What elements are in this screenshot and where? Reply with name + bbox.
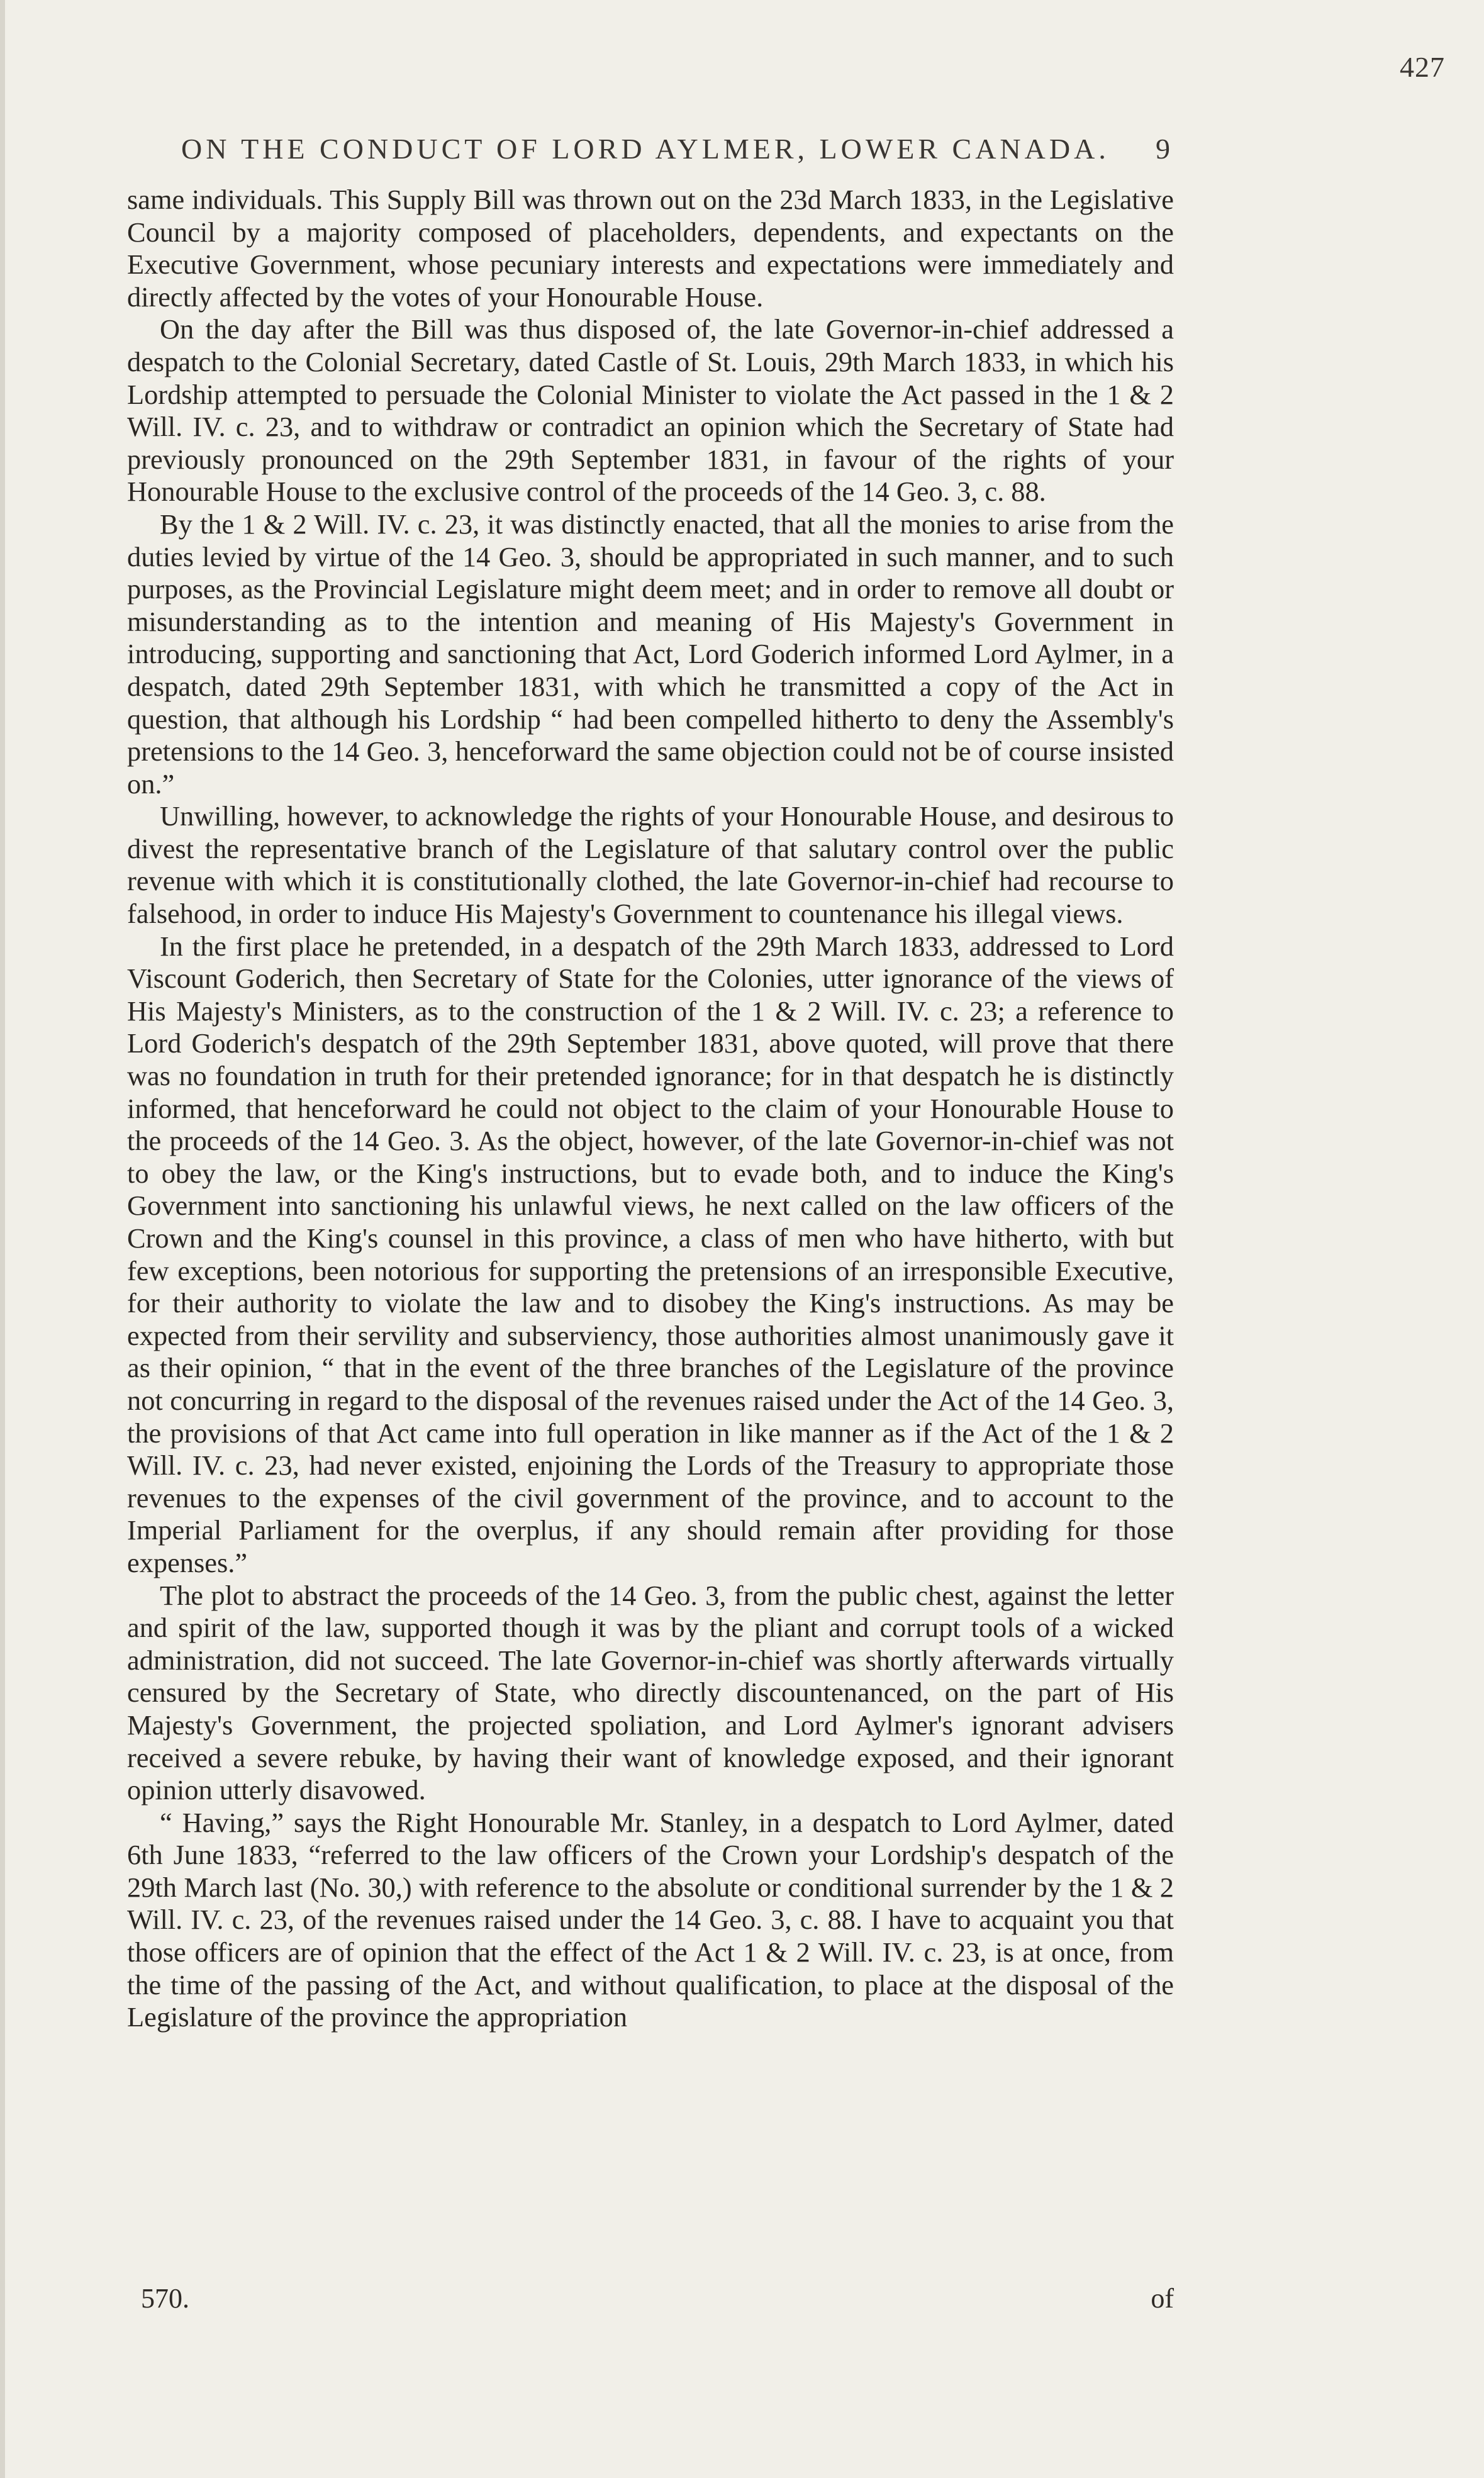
signature-mark: 570. — [141, 2283, 189, 2314]
paragraph: same individuals. This Supply Bill was thrown out on the 23d March 1833, in the Legislative Council by a majority composed of placeholders, dependents, and expectants on the Executive Government, whose pecuniary interests and expectations were immediately and directly affected by the votes of your Honourable House. — [127, 184, 1174, 313]
paragraph: The plot to abstract the proceeds of the 14 Geo. 3, from the public chest, against the letter and spirit of the law, supported though it was by the pliant and corrupt tools of a wicked administration, did not succeed. The late Governor-in-chief was shortly afterwards virtually censured by the Secretary of State, who directly discountenanced, on the part of His Majesty's Government, the projected spoliation, and Lord Aylmer's ignorant advisers received a severe rebuke, by having their want of knowledge exposed, and their ignorant opinion utterly disavowed. — [127, 1579, 1174, 1806]
paragraph: Unwilling, however, to acknowledge the rights of your Honourable House, and desirous to divest the representative branch of the Legislature of that salutary control over the public revenue with which it is constitutionally clothed, the late Governor-in-chief had recourse to falsehood, in order to induce His Majesty's Government to countenance his illegal views. — [127, 800, 1174, 930]
paragraph: In the first place he pretended, in a despatch of the 29th March 1833, addressed to Lord Viscount Goderich, then Secretary of State for the Colonies, utter ignorance of the views of His Majesty's Ministers, as to the construction of the 1 & 2 Will. IV. c. 23; a reference to Lord Goderich's despatch of the 29th September 1831, above quoted, will prove that there was no foundation in truth for their pretended ignorance; for in that despatch he is distinctly informed, that henceforward he could not object to the claim of your Honourable House to the proceeds of the 14 Geo. 3. As the object, however, of the late Governor-in-chief was not to obey the law, or the King's instructions, but to evade both, and to induce the King's Government into sanctioning his unlawful views, he next called on the law officers of the Crown and the King's counsel in this province, a class of men who have hitherto, with but few exceptions, been notorious for supporting the pretensions of an irresponsible Executive, for their authority to violate the law and to disobey the King's instructions. As may be expected from their servility and subserviency, those authorities almost unanimously gave it as their opinion, “ that in the event of the three branches of the Legislature of the province not concurring in regard to the disposal of the revenues raised under the Act of the 14 Geo. 3, the provisions of that Act came into full operation in like manner as if the Act of the 1 & 2 Will. IV. c. 23, had never existed, enjoining the Lords of the Treasury to appropriate those revenues to the expenses of the civil government of the province, and to account to the Imperial Parliament for the overplus, if any should remain after providing for those expenses.” — [127, 930, 1174, 1578]
page-number-top: 427 — [1400, 51, 1445, 83]
page-edge — [0, 0, 5, 2478]
paragraph: On the day after the Bill was thus disposed of, the late Governor-in-chief addressed a despatch to the Colonial Secretary, dated Castle of St. Louis, 29th March 1833, in which his Lordship attempted to persuade the Colonial Minister to violate the Act passed in the 1 & 2 Will. IV. c. 23, and to withdraw or contradict an opinion which the Secretary of State had previously pronounced on the 29th September 1831, in favour of the rights of your Honourable House to the exclusive control of the proceeds of the 14 Geo. 3, c. 88. — [127, 313, 1174, 508]
paragraph: By the 1 & 2 Will. IV. c. 23, it was distinctly enacted, that all the monies to arise from the duties levied by virtue of the 14 Geo. 3, should be appropriated in such manner, and to such purposes, as the Provincial Legislature might deem meet; and in order to remove all doubt or misunderstanding as to the intention and meaning of His Majesty's Government in introducing, supporting and sanctioning that Act, Lord Goderich informed Lord Aylmer, in a despatch, dated 29th September 1831, with which he transmitted a copy of the Act in question, that although his Lordship “ had been compelled hitherto to deny the Assembly's pretensions to the 14 Geo. 3, henceforward the same objection could not be of course insisted on.” — [127, 508, 1174, 800]
catchword: of — [1151, 2283, 1174, 2314]
body-text — [127, 184, 1174, 2034]
running-head-title: ON THE CONDUCT OF LORD AYLMER, LOWER CANADA. — [181, 133, 1110, 165]
paragraph: “ Having,” says the Right Honourable Mr. Stanley, in a despatch to Lord Aylmer, dated 6th June 1833, “referred to the law officers of the Crown your Lordship's despatch of the 29th March last (No. 30,) with reference to the absolute or conditional surrender by the 1 & 2 Will. IV. c. 23, of the revenues raised under the 14 Geo. 3, c. 88. I have to acquaint you that those officers are of opinion that the effect of the Act 1 & 2 Will. IV. c. 23, is at once, from the time of the passing of the Act, and without qualification, to place at the disposal of the Legislature of the province the appropriation — [127, 1806, 1174, 2033]
running-head-page-number: 9 — [1156, 133, 1174, 165]
